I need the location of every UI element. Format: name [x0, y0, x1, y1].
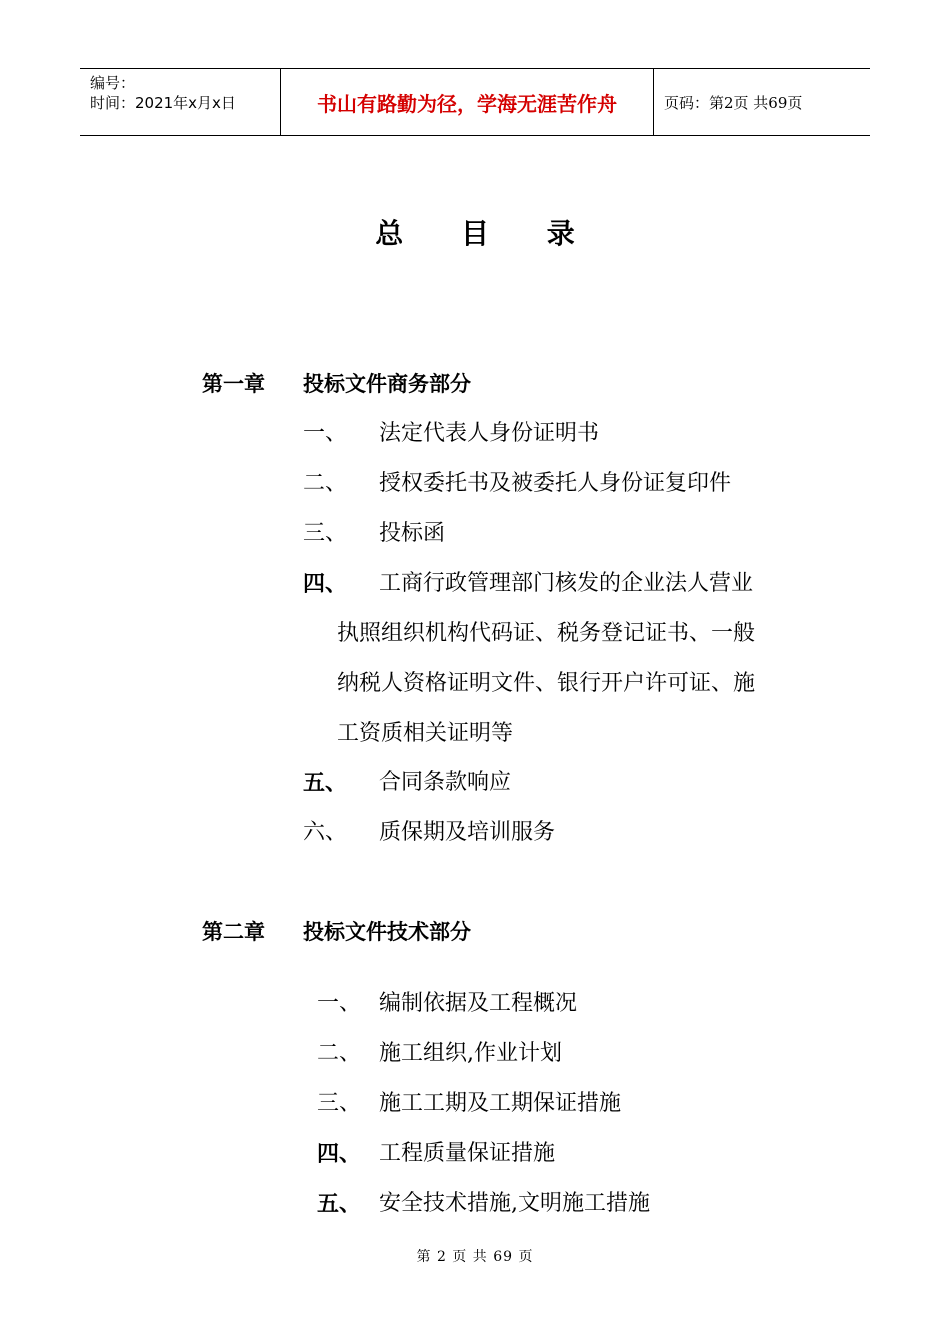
document-number-label: 编号：	[90, 74, 136, 92]
toc-item[interactable]: 法定代表人身份证明书	[379, 421, 600, 446]
toc-item-num: 六、	[303, 820, 348, 845]
toc-item-num: 四、	[317, 1141, 362, 1167]
toc-item[interactable]: 投标函	[379, 521, 446, 546]
toc-item[interactable]: 工商行政管理部门核发的企业法人营业	[379, 571, 754, 596]
toc-item[interactable]: 工程质量保证措施	[379, 1141, 556, 1166]
toc-item-num: 二、	[303, 471, 348, 496]
toc-item-continuation: 工资质相关证明等	[337, 721, 514, 746]
page-footer: 第 2 页 共 69 页	[416, 1249, 534, 1265]
toc-item-continuation: 纳税人资格证明文件、银行开户许可证、施	[337, 671, 756, 696]
toc-item-num: 五、	[303, 770, 348, 796]
chapter1-heading[interactable]	[202, 370, 265, 398]
chapter1-title[interactable]: 投标文件商务部分	[303, 371, 471, 396]
chapter2-title[interactable]: 投标文件技术部分	[303, 919, 471, 944]
toc-item-num: 三、	[317, 1091, 362, 1116]
document-time: 时间：2021年x月x日	[90, 94, 236, 112]
title-char: 总	[375, 217, 404, 250]
toc-item[interactable]: 质保期及培训服务	[379, 820, 556, 845]
chapter2-label[interactable]: 第二章	[202, 919, 265, 944]
toc-item[interactable]: 授权委托书及被委托人身份证复印件	[379, 471, 732, 496]
toc-item[interactable]: 安全技术措施,文明施工措施	[379, 1191, 650, 1216]
title-char: 目	[460, 217, 489, 250]
toc-item-num: 一、	[317, 991, 362, 1016]
header-motto: 书山有路勤为径，学海无涯苦作舟	[281, 69, 654, 135]
page-header	[80, 68, 870, 136]
header-meta	[80, 69, 281, 135]
toc-item-num: 四、	[303, 571, 348, 597]
toc-item-continuation: 执照组织机构代码证、税务登记证书、一般	[337, 621, 756, 646]
toc-item-num: 五、	[317, 1191, 362, 1217]
page-title	[0, 212, 950, 252]
toc-item[interactable]: 施工组织,作业计划	[379, 1041, 562, 1066]
toc-item-num: 一、	[303, 421, 348, 446]
toc-item-num: 三、	[303, 521, 348, 546]
title-char: 录	[546, 217, 575, 250]
toc-item[interactable]: 施工工期及工期保证措施	[379, 1091, 622, 1116]
chapter1-label: 第一章	[202, 371, 265, 396]
toc-item[interactable]: 编制依据及工程概况	[379, 991, 578, 1016]
toc-item[interactable]: 合同条款响应	[379, 770, 512, 795]
header-page-info: 页码：第2页 共69页	[664, 93, 803, 112]
toc-item-num: 二、	[317, 1041, 362, 1066]
